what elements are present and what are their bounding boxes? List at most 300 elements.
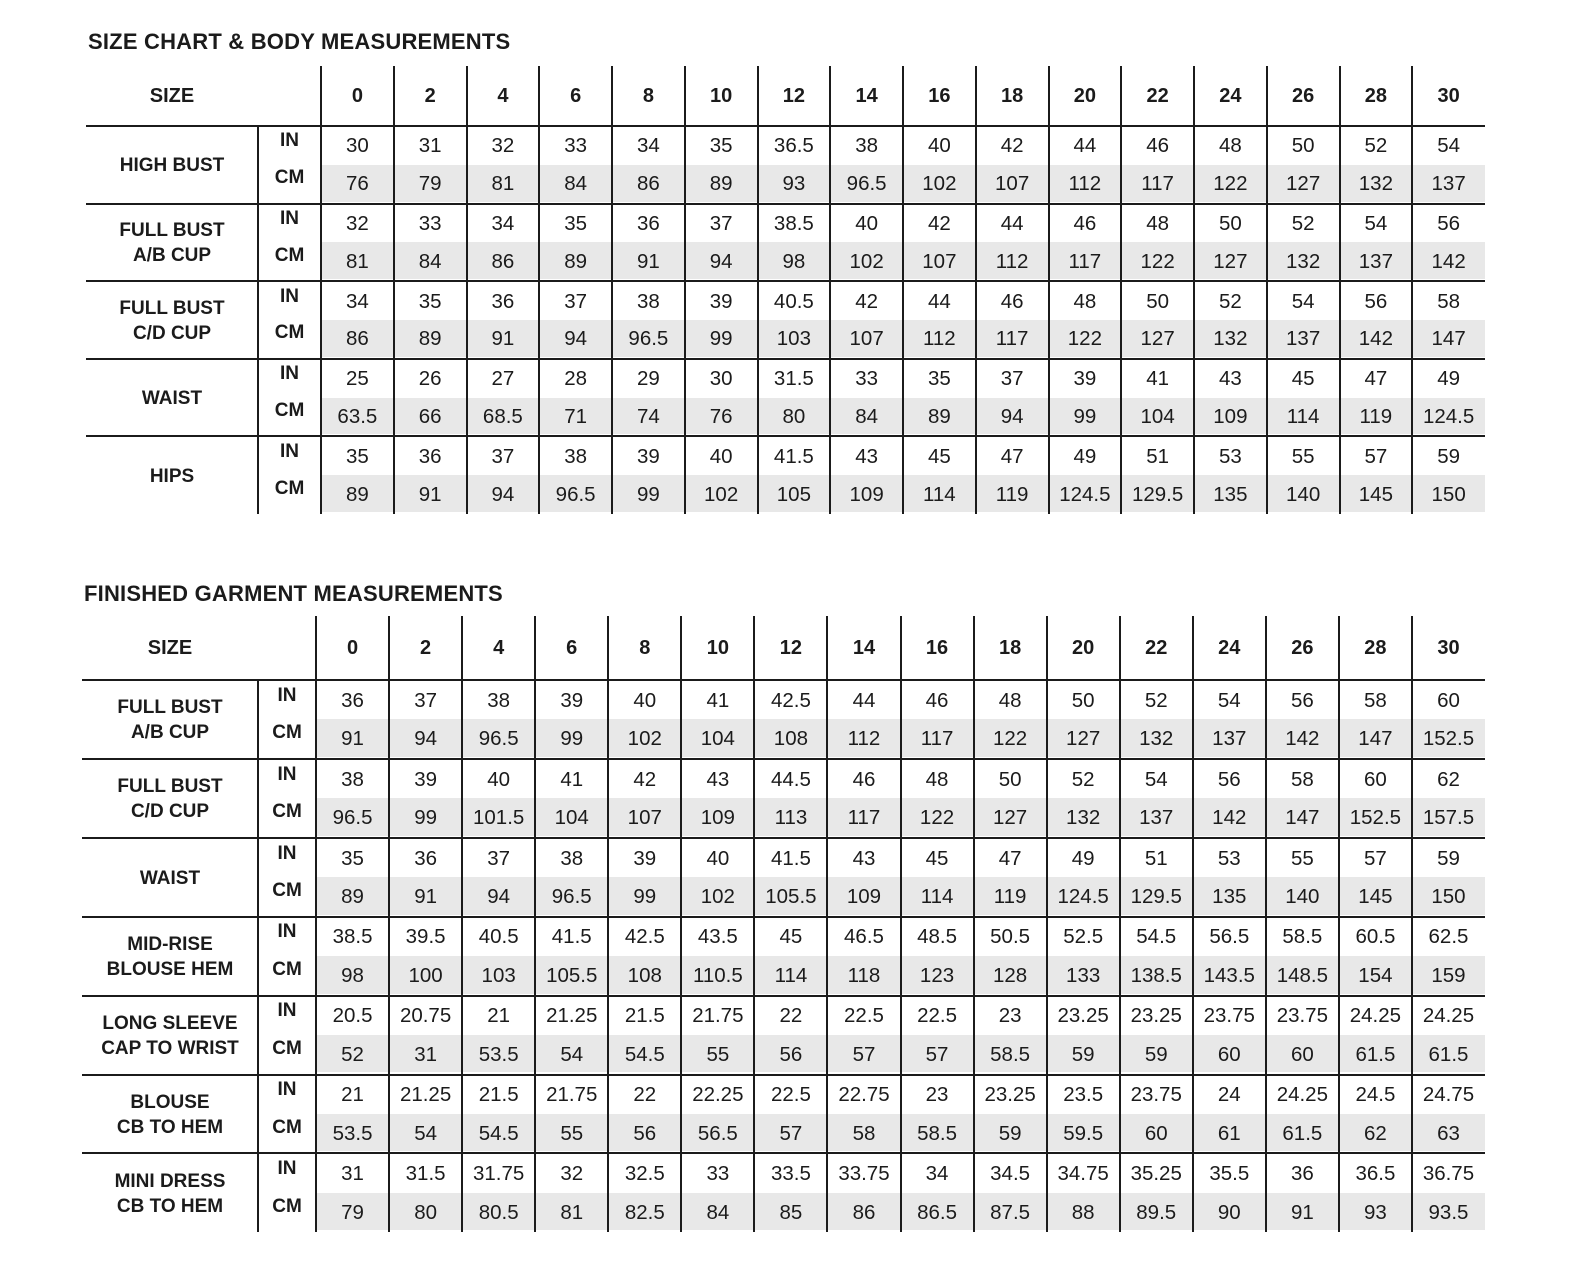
measurement-label-line: CAP TO WRIST [101,1038,239,1060]
measurement-label [86,130,258,202]
value-in: 46.5 [844,925,884,949]
value-in: 38 [564,444,588,468]
value-in: 23.25 [984,1083,1036,1107]
value-cm: 152.5 [1349,806,1402,830]
value-cm: 104 [700,727,735,751]
measurement-label-line: C/D CUP [132,322,212,344]
value-cm: 63 [1437,1121,1460,1145]
value-in: 24.25 [1349,1004,1402,1028]
measurement-label-line: FULL BUST [117,776,223,798]
value-cm: 58.5 [917,1121,957,1145]
measurement-label-line: FULL BUST [119,220,225,242]
value-in: 49 [1437,367,1461,391]
value-cm: 142 [1285,727,1320,751]
value-cm: 56 [633,1121,657,1145]
size-column-header: 18 [1001,84,1024,107]
value-in: 50.5 [990,925,1031,949]
unit-label-cm: CM [274,399,305,421]
unit-label-cm: CM [272,1195,302,1217]
value-in: 33 [564,134,588,158]
measurement-label [82,921,258,994]
row-divider [82,995,1485,997]
value-cm: 89.5 [1136,1200,1177,1224]
unit-label-in: IN [280,207,299,229]
value-cm: 112 [847,727,881,751]
value-cm: 63.5 [337,404,378,428]
size-column-header: 8 [642,84,654,107]
value-cm: 84 [855,404,879,428]
size-header-label: SIZE [149,84,195,107]
value-in: 40.5 [773,289,814,313]
value-in: 34 [636,134,660,158]
unit-label-in: IN [280,130,299,152]
value-in: 38.5 [773,211,814,235]
column-divider [1046,616,1048,1232]
unit-label-cm: CM [272,1116,302,1138]
value-cm: 117 [1141,172,1174,196]
value-in: 43 [1218,367,1242,391]
value-in: 31.5 [405,1162,446,1186]
unit-label-in: IN [280,285,299,307]
measurement-label [82,842,258,915]
value-in: 41.5 [770,846,811,870]
value-cm: 117 [847,806,881,830]
value-in: 56 [1437,211,1461,235]
measurement-label-line: WAIST [139,867,201,889]
value-cm: 107 [995,172,1030,196]
value-in: 53 [1218,444,1242,468]
column-divider [1266,66,1268,514]
value-cm: 61.5 [1282,1121,1323,1145]
value-cm: 94 [1000,404,1024,428]
value-in: 21.75 [546,1083,598,1107]
value-cm: 86 [345,327,369,351]
value-in: 42 [633,767,657,791]
value-cm: 122 [1067,327,1102,351]
value-cm: 55 [706,1042,730,1066]
value-in: 55 [1290,846,1314,870]
value-cm: 71 [564,404,588,428]
value-cm: 54.5 [478,1121,519,1145]
value-cm: 143.5 [1203,963,1255,987]
value-cm: 85 [779,1200,803,1224]
size-column-header: 6 [566,636,578,659]
value-cm: 99 [709,327,733,351]
value-cm: 66 [418,404,442,428]
value-cm: 132 [1213,327,1248,351]
value-in: 35 [927,367,951,391]
value-in: 51 [1146,444,1170,468]
value-in: 33.75 [838,1162,890,1186]
value-cm: 122 [1140,249,1175,273]
unit-label-in: IN [277,1158,297,1180]
value-in: 37 [491,444,515,468]
value-in: 36.75 [1422,1162,1475,1186]
value-in: 37 [564,289,588,313]
value-cm: 117 [995,327,1029,351]
column-divider [611,66,613,514]
value-cm: 98 [341,963,364,987]
value-in: 48 [998,688,1022,712]
value-cm: 142 [1431,249,1466,273]
value-cm: 112 [923,327,956,351]
value-cm: 104 [1140,404,1175,428]
measurement-label [82,684,258,757]
value-cm: 112 [995,249,1029,273]
value-cm: 135 [1213,482,1248,506]
value-cm: 60 [1144,1121,1168,1145]
value-in: 38 [636,289,660,313]
value-in: 45 [1291,367,1315,391]
value-cm: 88 [1071,1200,1095,1224]
value-in: 24.25 [1422,1004,1475,1028]
measurement-label-line: HIGH BUST [119,155,225,177]
value-in: 54 [1217,688,1241,712]
value-in: 41 [706,688,730,712]
size-column-header: 24 [1218,636,1241,659]
unit-label-cm: CM [274,244,305,266]
value-in: 36 [1290,1162,1314,1186]
column-divider [975,66,977,514]
value-in: 52.5 [1063,925,1104,949]
value-cm: 94 [491,482,515,506]
value-in: 50 [1071,688,1095,712]
row-divider [86,280,1485,282]
value-cm: 89 [341,884,364,908]
size-column-header: 22 [1146,84,1169,107]
value-cm: 91 [1290,1200,1314,1224]
value-in: 22.5 [917,1004,957,1028]
measurement-label [86,440,258,512]
column-divider [829,66,831,514]
unit-label-in: IN [277,1079,297,1101]
value-cm: 109 [1213,404,1248,428]
value-cm: 91 [491,327,515,351]
value-cm: 132 [1139,727,1174,751]
value-in: 24.75 [1422,1083,1475,1107]
value-in: 40.5 [478,925,519,949]
value-cm: 123 [919,963,955,987]
value-in: 58.5 [1282,925,1323,949]
size-column-header: 4 [493,636,505,659]
value-in: 24.5 [1355,1083,1396,1107]
value-in: 42.5 [624,925,665,949]
value-cm: 142 [1358,327,1393,351]
value-cm: 135 [1212,884,1247,908]
column-divider [393,66,395,514]
measurement-label-line: WAIST [141,388,203,410]
value-cm: 90 [1217,1200,1241,1224]
value-in: 31.75 [473,1162,525,1186]
value-in: 48 [1146,211,1170,235]
value-in: 35.5 [1209,1162,1250,1186]
column-divider [753,616,755,1232]
value-in: 24 [1217,1083,1241,1107]
value-in: 46 [852,767,876,791]
value-cm: 58.5 [990,1042,1031,1066]
value-cm: 62 [1364,1121,1387,1145]
value-in: 34 [345,289,369,313]
value-in: 48.5 [917,925,957,949]
row-divider [86,125,1485,127]
value-in: 50 [1218,211,1242,235]
value-in: 23.75 [1130,1083,1182,1107]
value-cm: 94 [414,727,437,751]
value-cm: 122 [992,727,1028,751]
size-header-label: SIZE [147,636,193,659]
value-cm: 124.5 [1422,404,1475,428]
value-cm: 59.5 [1063,1121,1104,1145]
unit-label-in: IN [280,440,299,462]
value-in: 39 [633,846,657,870]
value-in: 33 [706,1162,730,1186]
measurement-label-line: C/D CUP [130,801,210,823]
value-cm: 127 [1066,727,1101,751]
value-in: 46 [1073,211,1097,235]
value-in: 32.5 [624,1162,665,1186]
row-divider [82,679,1485,681]
value-cm: 89 [418,327,442,351]
value-cm: 99 [636,482,660,506]
value-cm: 109 [846,884,882,908]
unit-label-in: IN [277,684,297,706]
value-cm: 150 [1431,482,1466,506]
value-cm: 57 [852,1042,876,1066]
value-cm: 124.5 [1059,482,1111,506]
value-cm: 60 [1217,1042,1241,1066]
unit-label-in: IN [277,763,297,785]
value-cm: 147 [1285,806,1320,830]
measurement-label [82,1157,258,1230]
column-divider [1411,616,1413,1232]
value-cm: 96.5 [478,727,519,751]
value-in: 30 [709,367,733,391]
unit-label-in: IN [277,1000,297,1022]
value-cm: 127 [992,806,1028,830]
unit-label-cm: CM [272,879,302,901]
value-in: 43 [706,767,730,791]
value-in: 62 [1437,767,1460,791]
value-cm: 91 [341,727,364,751]
measurement-label [86,363,258,435]
value-cm: 79 [341,1200,364,1224]
value-in: 40 [487,767,511,791]
size-column-header: 12 [779,636,803,659]
row-divider [82,1074,1485,1076]
value-in: 46 [1146,134,1170,158]
value-cm: 145 [1358,884,1393,908]
value-in: 27 [491,367,515,391]
value-in: 54 [1291,289,1315,313]
value-cm: 102 [849,249,884,273]
value-in: 20.5 [332,1004,373,1028]
value-in: 48 [1218,134,1242,158]
value-cm: 148.5 [1276,963,1328,987]
value-in: 21.25 [546,1004,598,1028]
value-cm: 84 [418,249,442,273]
value-cm: 109 [849,482,884,506]
value-in: 58 [1364,688,1387,712]
value-cm: 132 [1286,249,1321,273]
value-cm: 31 [414,1042,437,1066]
value-in: 49 [1073,444,1097,468]
value-cm: 54.5 [624,1042,665,1066]
value-in: 34.75 [1057,1162,1109,1186]
size-column-header: 2 [420,636,432,659]
value-in: 48 [1073,289,1097,313]
value-cm: 55 [560,1121,584,1145]
value-cm: 110.5 [692,963,743,987]
column-divider [680,616,682,1232]
value-in: 40 [855,211,879,235]
value-in: 28 [564,367,588,391]
measurement-label-line: FULL BUST [119,297,225,319]
value-in: 58 [1437,289,1461,313]
value-cm: 119 [993,884,1027,908]
value-cm: 82.5 [624,1200,665,1224]
size-column-header: 28 [1364,636,1387,659]
value-cm: 132 [1358,172,1393,196]
value-in: 23.5 [1063,1083,1104,1107]
value-in: 37 [414,688,437,712]
column-divider [1120,66,1122,514]
value-cm: 114 [1286,404,1320,428]
value-cm: 74 [636,404,660,428]
measurement-label-line: CB TO HEM [116,1195,224,1217]
size-column-header: 4 [497,84,509,107]
value-in: 22 [779,1004,803,1028]
size-column-header: 30 [1437,84,1460,107]
value-in: 43 [852,846,876,870]
value-in: 35 [564,211,588,235]
value-cm: 129.5 [1130,884,1182,908]
value-cm: 87.5 [990,1200,1031,1224]
size-column-header: 14 [852,636,876,659]
value-in: 41 [1146,367,1170,391]
measurement-label [86,208,258,280]
value-in: 33 [855,367,879,391]
size-column-header: 8 [639,636,651,659]
value-cm: 152.5 [1422,727,1475,751]
measurement-label-line: LONG SLEEVE [102,1013,238,1035]
value-cm: 108 [773,727,809,751]
row-divider [82,916,1485,918]
value-in: 23.25 [1130,1004,1182,1028]
size-column-header: 22 [1145,636,1168,659]
column-divider [1048,66,1050,514]
column-divider [684,66,686,514]
value-cm: 81 [491,172,515,196]
size-column-header: 0 [346,636,359,659]
value-in: 47 [998,846,1022,870]
size-column-header: 10 [706,636,729,659]
unit-label-cm: CM [274,167,305,189]
measurement-label-line: CB TO HEM [116,1116,224,1138]
value-in: 60.5 [1355,925,1396,949]
value-in: 22 [633,1083,657,1107]
value-in: 55 [1291,444,1315,468]
value-in: 37 [1000,367,1024,391]
value-cm: 140 [1285,884,1320,908]
value-in: 52 [1071,767,1095,791]
value-cm: 81 [560,1200,584,1224]
value-in: 36 [341,688,364,712]
measurement-label-line: A/B CUP [132,245,212,267]
size-column-header: 28 [1364,84,1387,107]
value-in: 59 [1437,444,1461,468]
value-cm: 53.5 [478,1042,519,1066]
value-cm: 140 [1286,482,1321,506]
value-cm: 80 [782,404,806,428]
value-in: 22.5 [844,1004,884,1028]
value-cm: 56.5 [697,1121,738,1145]
value-in: 56 [1290,688,1314,712]
value-cm: 80.5 [478,1200,519,1224]
value-in: 21.25 [399,1083,452,1107]
value-cm: 89 [564,249,588,273]
value-in: 34.5 [990,1162,1031,1186]
value-cm: 80 [414,1200,437,1224]
value-cm: 61.5 [1428,1042,1469,1066]
value-in: 23.75 [1276,1004,1328,1028]
value-cm: 96.5 [551,884,592,908]
value-in: 42 [1000,134,1024,158]
size-column-header: 18 [998,636,1022,659]
unit-label-cm: CM [274,477,305,499]
size-column-header: 0 [351,84,363,107]
value-in: 23 [925,1083,949,1107]
value-in: 33.5 [770,1162,811,1186]
value-in: 38 [560,846,584,870]
value-in: 59 [1437,846,1460,870]
value-in: 39 [636,444,660,468]
value-cm: 107 [849,327,884,351]
value-cm: 57 [925,1042,949,1066]
value-in: 30 [345,134,369,158]
size-column-header: 24 [1219,84,1242,107]
value-in: 51 [1144,846,1168,870]
value-in: 44 [1000,211,1024,235]
measurement-label [82,1079,258,1152]
value-cm: 99 [560,727,584,751]
value-cm: 113 [774,806,808,830]
value-in: 56 [1217,767,1241,791]
column-divider [902,66,904,514]
value-cm: 91 [636,249,660,273]
size-column-header: 26 [1292,84,1315,107]
column-divider [1411,66,1413,514]
size-column-header: 20 [1073,84,1096,107]
value-cm: 137 [1358,249,1393,273]
value-cm: 150 [1431,884,1466,908]
column-divider [461,616,463,1232]
size-column-header: 14 [855,84,878,107]
value-cm: 96.5 [555,482,596,506]
measurement-label-line: A/B CUP [130,722,210,744]
value-in: 35 [418,289,442,313]
value-cm: 137 [1139,806,1174,830]
value-in: 21.5 [624,1004,665,1028]
unit-label-cm: CM [272,958,302,980]
measurement-label-line: MID-RISE [127,934,213,956]
value-cm: 81 [345,249,369,273]
row-divider [82,758,1485,760]
unit-label-cm: CM [272,801,302,823]
measurement-label-line: BLOUSE [130,1091,210,1113]
value-cm: 107 [922,249,957,273]
value-in: 31 [341,1162,364,1186]
value-cm: 61.5 [1355,1042,1396,1066]
